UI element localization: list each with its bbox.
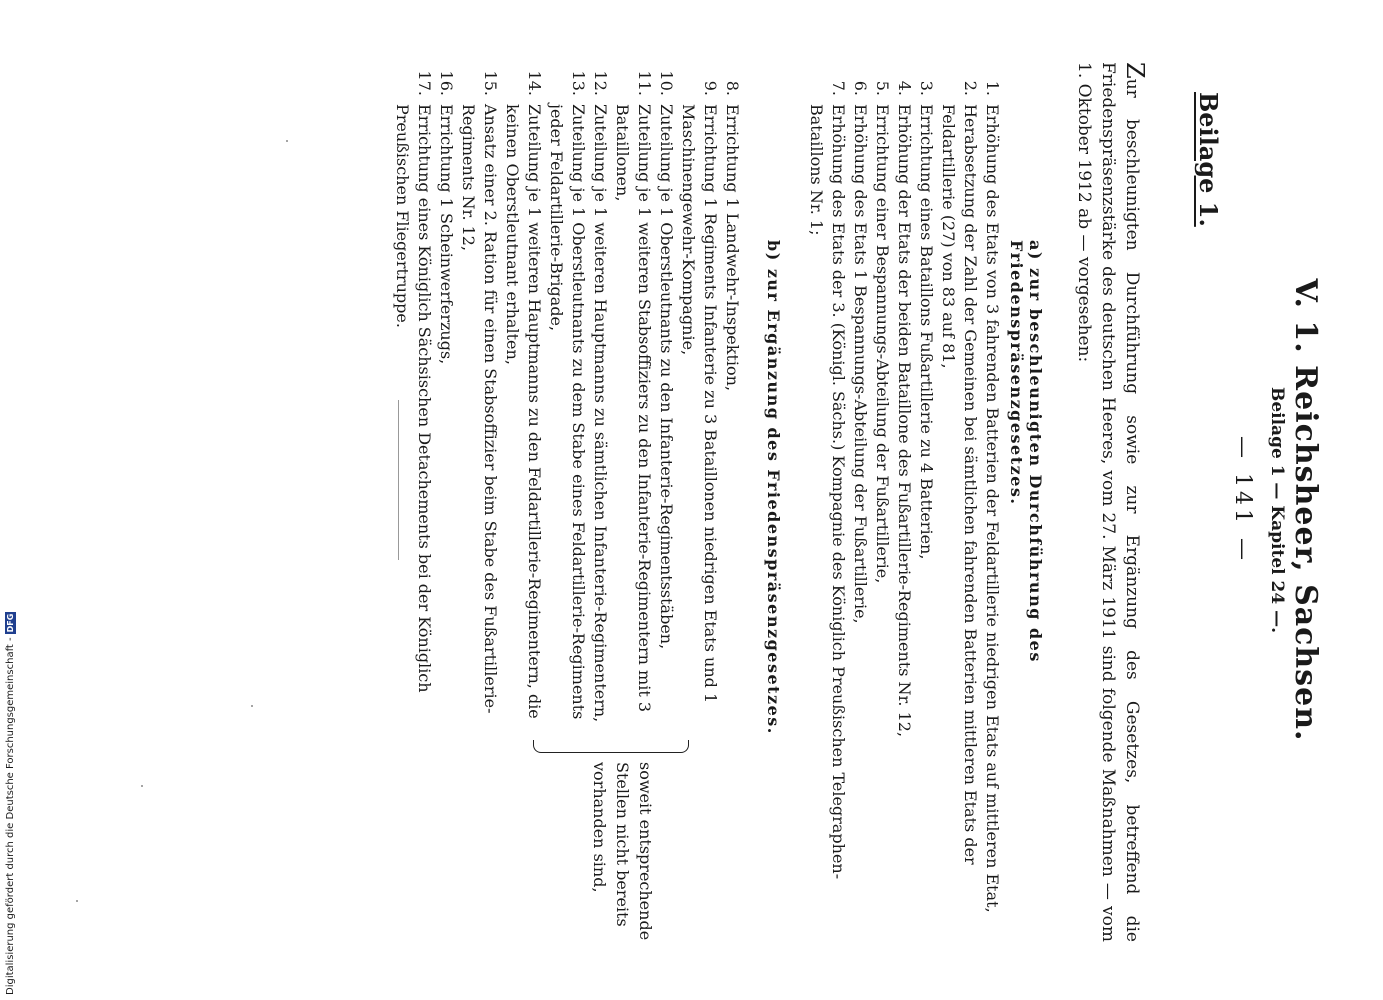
separator-rule [398,400,399,560]
list-item-number: 12. [591,70,610,96]
list-item [435,68,457,728]
list-item [391,68,435,728]
list-item-number: 15. [481,70,500,96]
list-item-text: Errichtung 1 Landwehr-Inspektion, [723,104,742,392]
list-item-text: Zuteilung je 1 weiteren Hauptmanns zu den Feldartillerie-Regimentern, die keinen Oberstleutnant erhalten, [503,104,544,719]
list-item-text: Errichtung 1 Regiments Infanterie zu 3 Bataillonen niedrigen Etats und 1 Maschinengewehr-Kompagnie, [679,104,720,704]
list-item-number: 7. [829,80,848,96]
chapter-subtitle: Beilage 1 — Kapitel 24 —. [1267,386,1287,634]
list-item-text: Zuteilung je 1 Oberstleutnants zu dem Stabe eines Feldartillerie-Regiments jeder Feldartillerie-Brigade, [547,104,588,720]
list-item [915,68,937,948]
scan-speck [141,785,143,787]
section-b-list [391,68,743,728]
list-item-number: 4. [895,80,914,96]
section-a-title: a) zur beschleunigten Durchführung des Friedenspräsenzgesetzes. [1007,240,1045,663]
list-item-number: 2. [961,80,980,96]
list-item-number: 14. [525,70,544,96]
list-item-number: 10. [657,70,676,96]
list-item-text: Errichtung eines Bataillons Fußartillerie zu 4 Batterien, [917,104,936,560]
list-item [805,68,849,948]
list-item-text: Erhöhung der Etats der beiden Bataillone des Fußartillerie-Regiments Nr. 12, [895,104,914,738]
scan-speck [251,705,253,707]
list-item [589,68,611,728]
list-item-text: Zuteilung je 1 weiteren Stabsoffiziers zu den Infanterie-Regimentern mit 3 Bataillonen, [613,104,654,713]
scan-speck [286,140,288,142]
list-item-number: 8. [723,80,742,96]
list-item-number: 11. [635,70,654,96]
intro-text: ur beschleunigten Durchführung sowie zur Ergänzung des Gesetzes, betreffend die Friedenspräsenzstärke des deutschen Heeres, vom 27. März 1911 sind folgende Maßnahmen — vom 1. Oktober 1912 ab — vorgesehen: [1074,62,1142,942]
list-item-number: 9. [701,80,720,96]
list-item-text: Erhöhung des Etats 1 Bespannungs-Abteilung der Fußartillerie, [851,104,870,624]
section-a-list [805,68,1003,948]
list-item-text: Erhöhung des Etats der 3. (Königl. Sächs.) Kompagnie des Königlich Preußischen Telegraphen-Bataillons Nr. 1; [807,104,848,880]
page-number: — 141 — [1230,436,1255,564]
list-item-text: Errichtung 1 Scheinwerferzugs, [437,104,456,365]
list-item-text: Zuteilung je 1 Oberstleutnants zu den Infanterie-Regimentsstäben, [657,104,676,650]
scan-speck [76,900,78,902]
list-item-number: 6. [851,80,870,96]
list-item [871,68,893,948]
list-item-number: 13. [569,70,588,96]
list-item [849,68,871,948]
intro-initial: Z [1121,62,1149,79]
chapter-title: V. 1. Reichsheer, Sachsen. [1288,278,1323,742]
intro-paragraph [1072,62,1147,942]
list-item-number: 1. [983,80,1002,96]
list-item-text: Herabsetzung der Zahl der Gemeinen bei sämtlichen fahrenden Batterien mittleren Etats der Feldartillerie (27) von 83 auf 81, [939,104,980,865]
list-item-text: Zuteilung je 1 weiteren Hauptmanns zu sämtlichen Infanterie-Regimentern, [591,104,610,723]
list-item [677,68,721,728]
list-item-text: Ansatz einer 2. Ration für einen Stabsoffizier beim Stabe des Fußartillerie-Regiments Nr. 12, [459,104,500,714]
list-item [457,68,501,728]
list-item-text: Erhöhung des Etats von 3 fahrenden Batterien der Feldartillerie niedrigen Etats auf mittleren Etat, [983,104,1002,913]
beilage-label: Beilage 1. [1194,92,1223,227]
list-item-number: 17. [415,70,434,96]
list-item-text: Errichtung eines Königlich Sächsischen Detachements bei der Königlich Preußischen Fliegertruppe. [393,104,434,693]
list-item [981,68,1003,948]
list-item-number: 16. [437,70,456,96]
dfg-logo: DFG [6,613,15,633]
section-b-title: b) zur Ergänzung des Friedenspräsenzgesetzes. [764,240,783,735]
list-item-number: 5. [873,80,892,96]
digitization-note: Digitalisierung gefördert durch die Deutsche Forschungsgemeinschaft - [5,637,16,995]
list-item [501,68,545,728]
digitization-footer [5,612,16,995]
list-item [611,68,655,728]
brace-note: soweit entsprechende Stellen nicht bereits vorhanden sind, [590,762,655,941]
brace-bracket [533,740,689,753]
list-item [545,68,589,728]
list-item [655,68,677,728]
list-item-number: 3. [917,80,936,96]
list-item [721,68,743,728]
list-item [937,68,981,948]
list-item-text: Errichtung einer Bespannungs-Abteilung der Fußartillerie, [873,104,892,584]
list-item [893,68,915,948]
